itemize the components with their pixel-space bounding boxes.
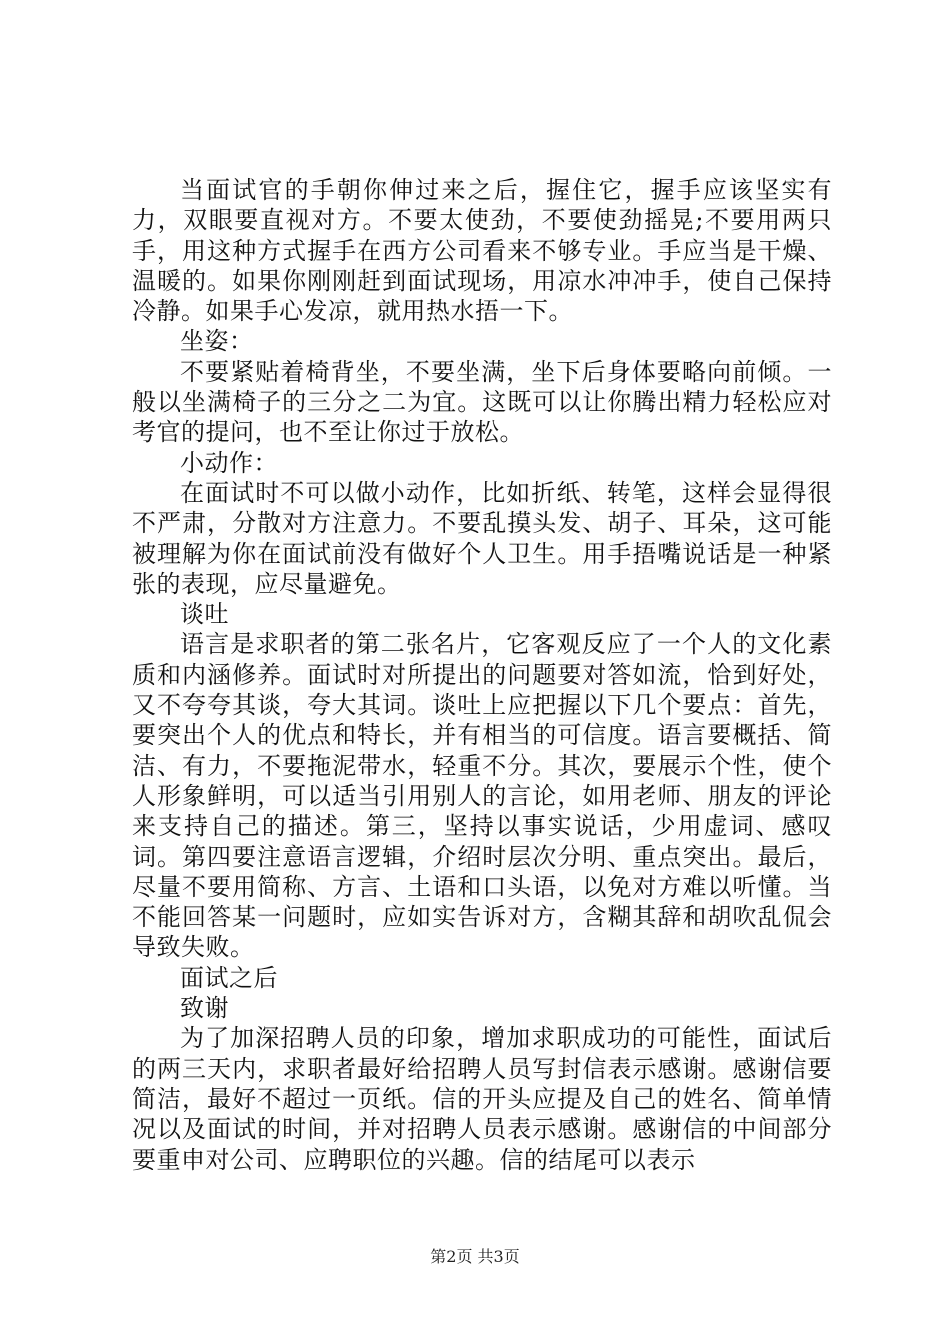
heading-sitting-posture: 坐姿： bbox=[180, 327, 254, 356]
document-body bbox=[132, 175, 832, 1175]
paragraph-speech: 语言是求职者的第二张名片，它客观反应了一个人的文化素质和内涵修养。面试时对所提出的问题要对答如流，恰到好处，又不夸夸其谈，夸大其词。谈吐上应把握以下几个要点：首先，要突出个人的优点和特长，并有相当的可信度。语言要概括、简洁、有力，不要拖泥带水，轻重不分。其次，要展示个性，使个人形象鲜明，可以适当引用别人的言论，如用老师、朋友的评论来支持自己的描述。第三，坚持以事实说话，少用虚词、感叹词。第四要注意语言逻辑，介绍时层次分明、重点突出。最后，尽量不要用简称、方言、土语和口头语，以免对方难以听懂。当不能回答某一问题时，应如实告诉对方，含糊其辞和胡吹乱侃会导致失败。 bbox=[132, 630, 832, 962]
heading-speech: 谈吐 bbox=[180, 600, 229, 629]
heading-thanks: 致谢 bbox=[180, 994, 229, 1023]
paragraph-thanks: 为了加深招聘人员的印象，增加求职成功的可能性，面试后的两三天内，求职者最好给招聘人员写封信表示感谢。感谢信要简洁，最好不超过一页纸。信的开头应提及自己的姓名、简单情况以及面试的时间，并对招聘人员表示感谢。感谢信的中间部分要重申对公司、应聘职位的兴趣。信的结尾可以表示 bbox=[132, 1024, 832, 1174]
page-footer: 第2页 共3页 bbox=[430, 1247, 520, 1266]
paragraph-small-gestures: 在面试时不可以做小动作，比如折纸、转笔，这样会显得很不严肃，分散对方注意力。不要乱摸头发、胡子、耳朵，这可能被理解为你在面试前没有做好个人卫生。用手捂嘴说话是一种紧张的表现，应尽量避免。 bbox=[132, 478, 832, 598]
paragraph-handshake: 当面试官的手朝你伸过来之后，握住它，握手应该坚实有力，双眼要直视对方。不要太使劲，不要使劲摇晃;不要用两只手，用这种方式握手在西方公司看来不够专业。手应当是干燥、温暖的。如果你刚刚赶到面试现场，用凉水冲冲手，使自己保持冷静。如果手心发凉，就用热水捂一下。 bbox=[132, 176, 832, 326]
heading-small-gestures: 小动作： bbox=[180, 448, 278, 477]
paragraph-sitting-posture: 不要紧贴着椅背坐，不要坐满，坐下后身体要略向前倾。一般以坐满椅子的三分之二为宜。这既可以让你腾出精力轻松应对考官的提问，也不至让你过于放松。 bbox=[132, 357, 832, 447]
heading-after-interview: 面试之后 bbox=[180, 963, 278, 992]
